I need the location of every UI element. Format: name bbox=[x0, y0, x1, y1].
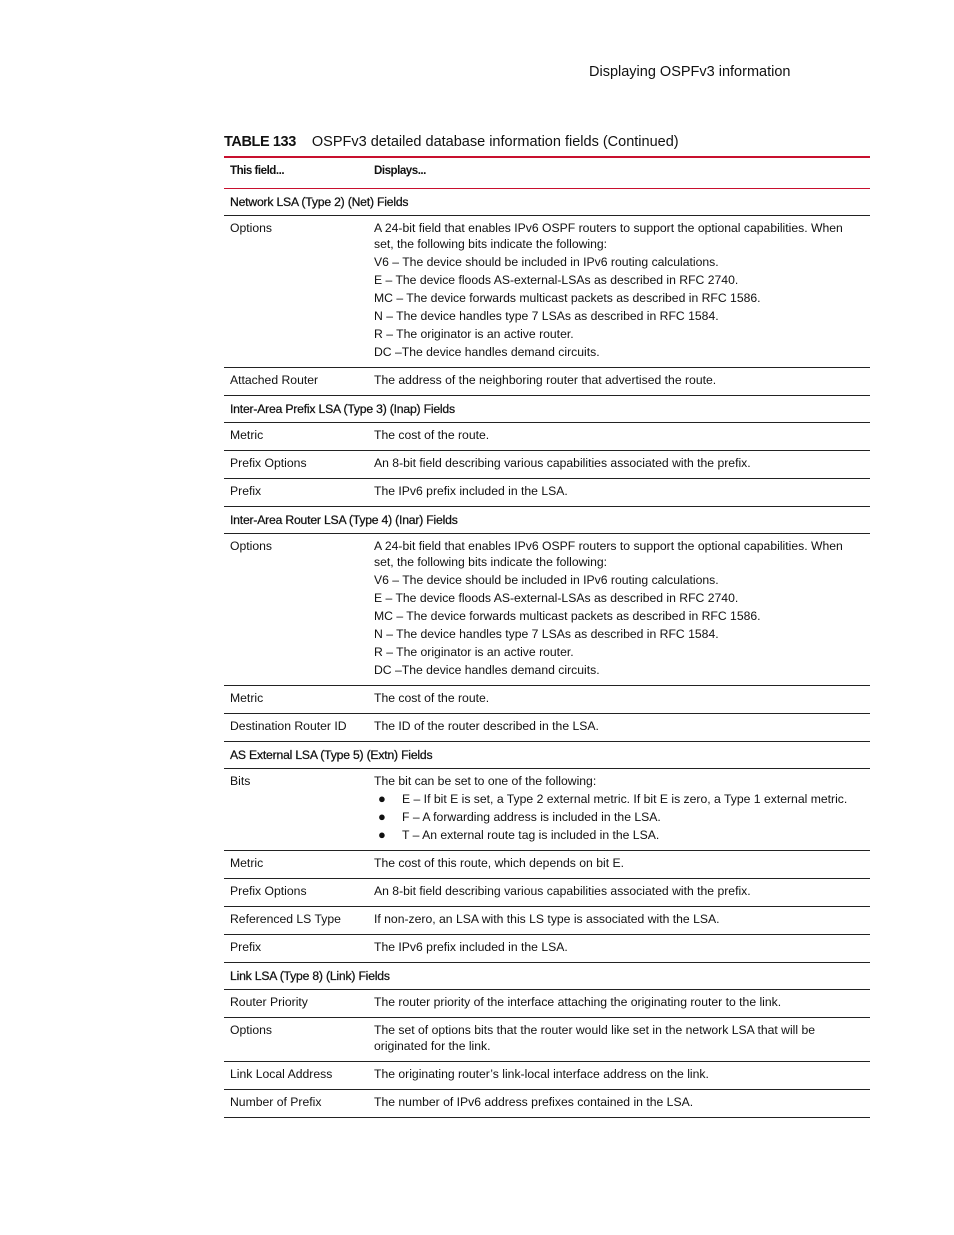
section-heading bbox=[224, 507, 870, 534]
field-name: Router Priority bbox=[224, 990, 368, 1018]
fields-table bbox=[224, 156, 870, 1118]
section-row bbox=[224, 507, 870, 534]
description-line: The IPv6 prefix included in the LSA. bbox=[374, 484, 568, 498]
field-description bbox=[368, 423, 870, 451]
section-heading-text: AS External LSA (Type 5) (Extn) Fields bbox=[230, 748, 433, 762]
field-description bbox=[368, 935, 870, 963]
field-description bbox=[368, 686, 870, 714]
description-line: The bit can be set to one of the following: bbox=[374, 774, 597, 788]
description-line: The router priority of the interface attaching the originating router to the link. bbox=[374, 995, 782, 1009]
table-body bbox=[224, 189, 870, 1118]
bullet-icon: ● bbox=[378, 809, 386, 824]
field-name: Metric bbox=[224, 686, 368, 714]
description-line: The IPv6 prefix included in the LSA. bbox=[374, 940, 568, 954]
description-line: DC –The device handles demand circuits. bbox=[374, 345, 600, 359]
description-line: N – The device handles type 7 LSAs as described in RFC 1584. bbox=[374, 627, 719, 641]
field-name: Options bbox=[224, 1018, 368, 1062]
description-line: E – The device floods AS-external-LSAs as described in RFC 2740. bbox=[374, 273, 739, 287]
section-heading bbox=[224, 963, 870, 990]
table-row bbox=[224, 714, 870, 742]
field-description bbox=[368, 1062, 870, 1090]
field-description bbox=[368, 1018, 870, 1062]
fields-table-container bbox=[224, 156, 870, 1118]
field-name: Attached Router bbox=[224, 368, 368, 396]
table-row bbox=[224, 935, 870, 963]
field-name: Prefix Options bbox=[224, 451, 368, 479]
table-row bbox=[224, 1062, 870, 1090]
description-line: The cost of the route. bbox=[374, 428, 490, 442]
field-name: Referenced LS Type bbox=[224, 907, 368, 935]
bullet-icon: ● bbox=[378, 791, 386, 806]
field-description bbox=[368, 451, 870, 479]
description-line: The number of IPv6 address prefixes contained in the LSA. bbox=[374, 1095, 694, 1109]
bullet-text: E – If bit E is set, a Type 2 external metric. If bit E is zero, a Type 1 external metric. bbox=[402, 792, 848, 806]
field-description bbox=[368, 769, 870, 851]
description-line: V6 – The device should be included in IPv6 routing calculations. bbox=[374, 255, 719, 269]
field-name: Prefix bbox=[224, 479, 368, 507]
bullet-text: F – A forwarding address is included in the LSA. bbox=[402, 810, 661, 824]
description-line: A 24-bit field that enables IPv6 OSPF routers to support the optional capabilities. When set, the following bits indicate the following: bbox=[374, 539, 843, 569]
field-description bbox=[368, 907, 870, 935]
description-line: The set of options bits that the router would like set in the network LSA that will be originated for the link. bbox=[374, 1023, 816, 1053]
field-description bbox=[368, 990, 870, 1018]
description-line: R – The originator is an active router. bbox=[374, 327, 574, 341]
field-description bbox=[368, 368, 870, 396]
bullet-item bbox=[374, 809, 864, 825]
section-heading bbox=[224, 742, 870, 769]
description-line: E – The device floods AS-external-LSAs as described in RFC 2740. bbox=[374, 591, 739, 605]
table-header-row bbox=[224, 157, 870, 189]
field-name: Metric bbox=[224, 423, 368, 451]
table-row bbox=[224, 534, 870, 686]
table-caption bbox=[224, 134, 679, 150]
field-name: Prefix Options bbox=[224, 879, 368, 907]
table-row bbox=[224, 451, 870, 479]
table-row bbox=[224, 769, 870, 851]
description-line: An 8-bit field describing various capabilities associated with the prefix. bbox=[374, 884, 751, 898]
description-line: A 24-bit field that enables IPv6 OSPF routers to support the optional capabilities. When set, the following bits indicate the following: bbox=[374, 221, 843, 251]
description-line: The originating router’s link-local interface address on the link. bbox=[374, 1067, 709, 1081]
table-row bbox=[224, 216, 870, 368]
description-line: The cost of this route, which depends on bit E. bbox=[374, 856, 624, 870]
running-header: Displaying OSPFv3 information bbox=[589, 64, 791, 80]
field-description bbox=[368, 216, 870, 368]
description-line: N – The device handles type 7 LSAs as described in RFC 1584. bbox=[374, 309, 719, 323]
table-title: OSPFv3 detailed database information fields (Continued) bbox=[311, 134, 679, 150]
field-name: Options bbox=[224, 216, 368, 368]
section-heading-text: Inter-Area Prefix LSA (Type 3) (Inap) Fields bbox=[230, 402, 455, 416]
bullet-item bbox=[374, 791, 864, 807]
description-line: R – The originator is an active router. bbox=[374, 645, 574, 659]
table-row bbox=[224, 990, 870, 1018]
column-header-displays: Displays... bbox=[368, 157, 870, 189]
field-name: Number of Prefix bbox=[224, 1090, 368, 1118]
field-name: Bits bbox=[224, 769, 368, 851]
bullet-item bbox=[374, 827, 864, 843]
field-name: Link Local Address bbox=[224, 1062, 368, 1090]
section-heading bbox=[224, 396, 870, 423]
table-number: TABLE 133 bbox=[224, 134, 296, 150]
table-row bbox=[224, 1018, 870, 1062]
table-row bbox=[224, 368, 870, 396]
field-description bbox=[368, 1090, 870, 1118]
table-row bbox=[224, 423, 870, 451]
section-row bbox=[224, 189, 870, 216]
field-name: Options bbox=[224, 534, 368, 686]
section-heading bbox=[224, 189, 870, 216]
description-line: The address of the neighboring router that advertised the route. bbox=[374, 373, 717, 387]
section-row bbox=[224, 963, 870, 990]
description-line: DC –The device handles demand circuits. bbox=[374, 663, 600, 677]
table-row bbox=[224, 1090, 870, 1118]
table-row bbox=[224, 851, 870, 879]
bullet-icon: ● bbox=[378, 827, 386, 842]
table-row bbox=[224, 479, 870, 507]
field-name: Metric bbox=[224, 851, 368, 879]
field-description bbox=[368, 879, 870, 907]
field-description bbox=[368, 479, 870, 507]
bullet-text: T – An external route tag is included in the LSA. bbox=[402, 828, 660, 842]
table-row bbox=[224, 907, 870, 935]
table-row bbox=[224, 686, 870, 714]
field-name: Prefix bbox=[224, 935, 368, 963]
field-name: Destination Router ID bbox=[224, 714, 368, 742]
description-line: MC – The device forwards multicast packets as described in RFC 1586. bbox=[374, 609, 761, 623]
column-header-field: This field... bbox=[224, 157, 368, 189]
description-line: MC – The device forwards multicast packets as described in RFC 1586. bbox=[374, 291, 761, 305]
description-line: The ID of the router described in the LSA. bbox=[374, 719, 599, 733]
section-heading-text: Inter-Area Router LSA (Type 4) (Inar) Fields bbox=[230, 513, 458, 527]
section-row bbox=[224, 396, 870, 423]
description-line: If non-zero, an LSA with this LS type is associated with the LSA. bbox=[374, 912, 720, 926]
bullet-list bbox=[374, 791, 864, 843]
section-row bbox=[224, 742, 870, 769]
section-heading-text: Network LSA (Type 2) (Net) Fields bbox=[230, 195, 409, 209]
description-line: The cost of the route. bbox=[374, 691, 490, 705]
description-line: V6 – The device should be included in IPv6 routing calculations. bbox=[374, 573, 719, 587]
table-row bbox=[224, 879, 870, 907]
field-description bbox=[368, 714, 870, 742]
section-heading-text: Link LSA (Type 8) (Link) Fields bbox=[230, 969, 390, 983]
field-description bbox=[368, 534, 870, 686]
field-description bbox=[368, 851, 870, 879]
description-line: An 8-bit field describing various capabilities associated with the prefix. bbox=[374, 456, 751, 470]
